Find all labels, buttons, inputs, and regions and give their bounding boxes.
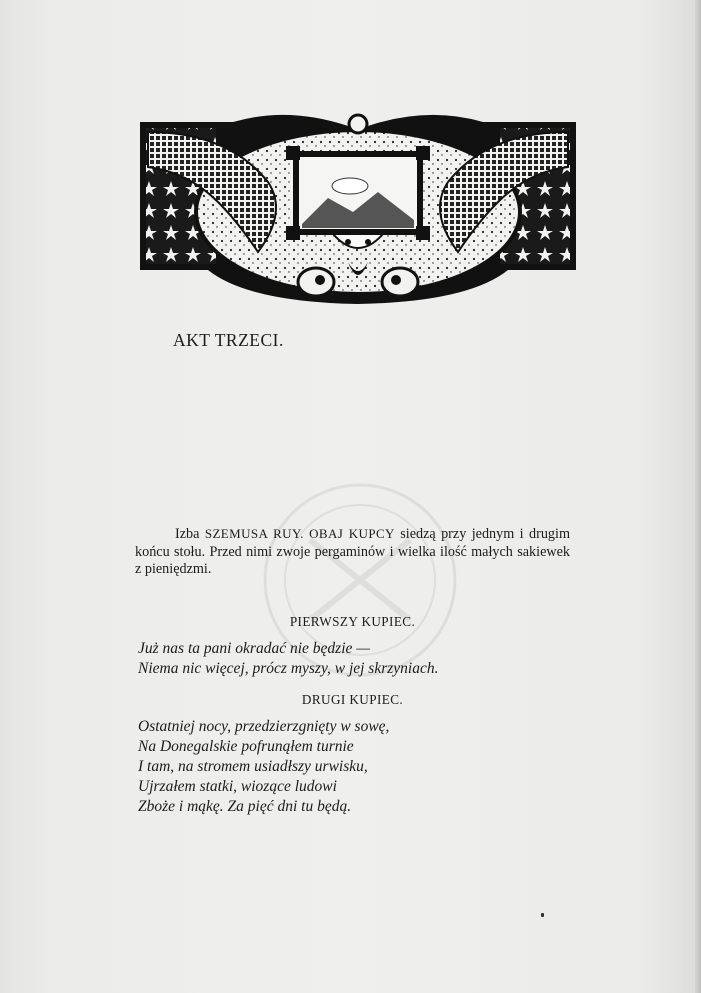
stage-direction-pre: Izba <box>175 526 205 542</box>
page-edge <box>695 0 701 993</box>
speaker-name: PIERWSZY KUPIEC. <box>289 614 416 629</box>
headpiece-ornament <box>138 112 578 312</box>
verse-block <box>138 639 578 679</box>
speaker-name: DRUGI KUPIEC. <box>301 692 404 707</box>
verse-line: Niema nic więcej, prócz myszy, w jej skrzyniach. <box>138 660 439 677</box>
verse-line: Ostatniej nocy, przedzierzgnięty w sowę, <box>138 718 390 735</box>
verse-line: Ujrzałem statki, wiozące ludowi <box>138 778 337 795</box>
stage-direction <box>135 525 570 579</box>
verse-line: Zboże i mąkę. Za pięć dni tu będą. <box>138 798 352 815</box>
stage-direction-room-owner: SZEMUSA RUY. <box>204 526 304 541</box>
stage-direction-characters: OBAJ KUPCY <box>309 526 395 541</box>
act-title: AKT TRZECI. <box>173 330 284 350</box>
ink-speck <box>541 913 544 917</box>
verse-line: Na Donegalskie pofrunąłem turnie <box>138 738 354 755</box>
verse-line: I tam, na stromem usiadłszy urwisku, <box>138 758 368 775</box>
verse-line: Już nas ta pani okradać nie będzie — <box>138 640 371 657</box>
verse-block <box>138 717 578 817</box>
stage-direction-post: siedzą przy jednym i drugim końcu stołu. Przed nimi zwoje pergaminów i wielka ilość małych sakiewek z pieniędzmi. <box>135 526 570 577</box>
